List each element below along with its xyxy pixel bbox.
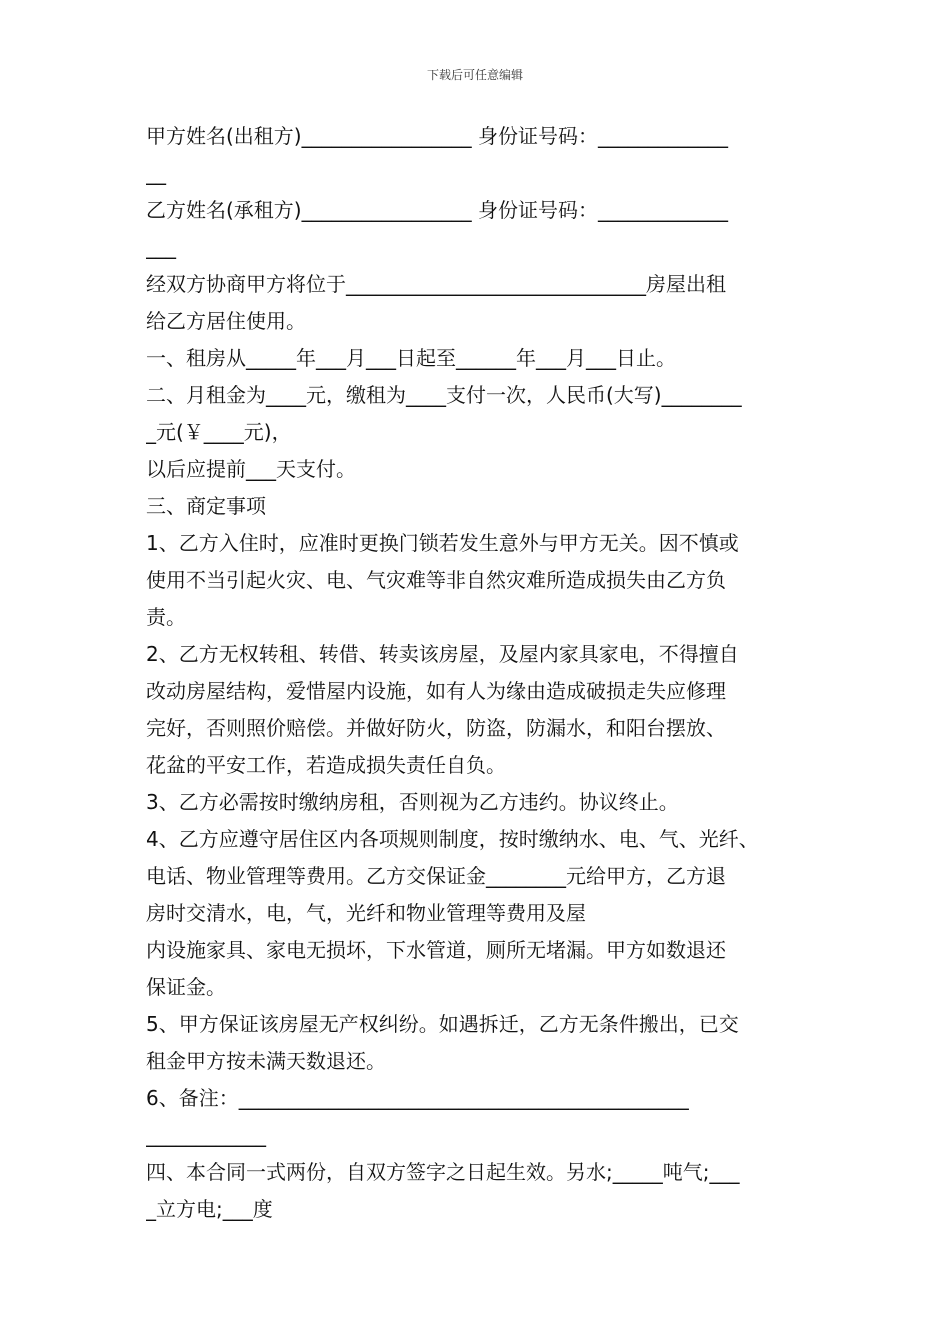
clause-4-cont: 电话、物业管理等费用。乙方交保证金________元给甲方，乙方退 (146, 864, 726, 888)
clause-2-cont: 完好，否则照价赔偿。并做好防火，防盗，防漏水，和阳台摆放、 (146, 716, 726, 740)
rent-line: 二、月租金为____元，缴租为____支付一次，人民币(大写)________ (146, 383, 742, 407)
party-a-line: 甲方姓名(出租方)_________________ 身份证号码：_____________ (146, 124, 728, 148)
property-line-cont: 给乙方居住使用。 (146, 309, 306, 333)
clause-4-cont: 内设施家具、家电无损坏，下水管道，厕所无堵漏。甲方如数退还 (146, 938, 726, 962)
rent-line-cont: _元(￥____元)， (146, 420, 292, 444)
clause-1: 1、乙方入住时，应准时更换门锁若发生意外与甲方无关。因不慎或 (146, 531, 739, 555)
party-b-line-cont: ___ (146, 235, 176, 259)
page-header: 下载后可任意编辑 (426, 68, 523, 82)
clause-4-cont: 保证金。 (146, 975, 226, 999)
clause-4-cont: 房时交清水，电，气，光纤和物业管理等费用及屋 (146, 901, 586, 925)
section-four-cont: _立方电;___度 (146, 1197, 273, 1221)
clause-4: 4、乙方应遵守居住区内各项规则制度，按时缴纳水、电、气、光纤、 (146, 827, 759, 851)
clause-2: 2、乙方无权转租、转借、转卖该房屋，及屋内家具家电，不得擅自 (146, 642, 739, 666)
clause-1-cont: 使用不当引起火灾、电、气灾难等非自然灾难所造成损失由乙方负 (146, 568, 726, 592)
clause-6-remarks-cont: ____________ (146, 1123, 266, 1147)
clause-1-cont: 责。 (146, 605, 186, 629)
clause-2-cont: 花盆的平安工作，若造成损失责任自负。 (146, 753, 506, 777)
party-b-line: 乙方姓名(承租方)_________________ 身份证号码：_____________ (146, 198, 728, 222)
clause-5-cont: 租金甲方按未满天数退还。 (146, 1049, 386, 1073)
term-line: 一、租房从_____年___月___日起至______年___月___日止。 (146, 346, 676, 370)
clause-5: 5、甲方保证该房屋无产权纠纷。如遇拆迁，乙方无条件搬出，已交 (146, 1012, 739, 1036)
party-a-line-cont: __ (146, 161, 166, 185)
section-heading: 三、商定事项 (146, 494, 266, 518)
section-four: 四、本合同一式两份，自双方签字之日起生效。另水;_____吨气;___ (146, 1160, 740, 1184)
clause-6-remarks: 6、备注：_____________________________________________ (146, 1086, 689, 1110)
contract-body (146, 118, 808, 1228)
payment-advance-line: 以后应提前___天支付。 (146, 457, 356, 481)
property-line: 经双方协商甲方将位于______________________________房屋出租 (146, 272, 726, 296)
clause-2-cont: 改动房屋结构，爱惜屋内设施，如有人为缘由造成破损走失应修理 (146, 679, 726, 703)
clause-3: 3、乙方必需按时缴纳房租，否则视为乙方违约。协议终止。 (146, 790, 679, 814)
